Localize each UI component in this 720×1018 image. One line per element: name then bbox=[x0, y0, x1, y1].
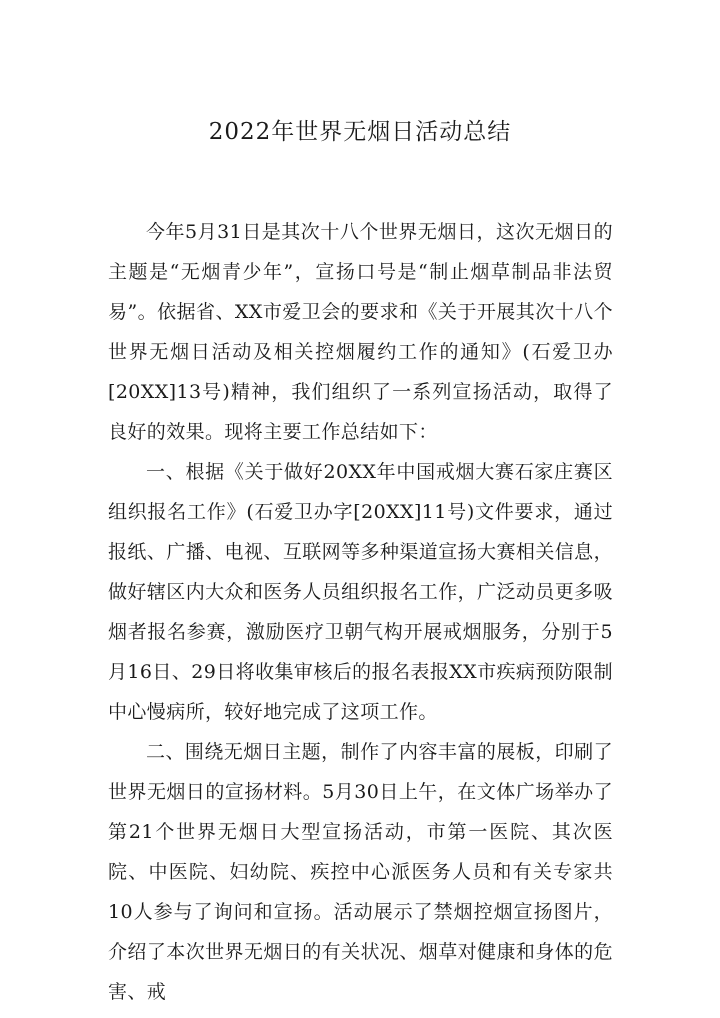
section-one-paragraph: 一、根据《关于做好20XX年中国戒烟大赛石家庄赛区组织报名工作》(石爱卫办字[20XX]11号)文件要求，通过报纸、广播、电视、互联网等多种渠道宣扬大赛相关信息，做好辖区内大众和医务人员组织报名工作，广泛动员更多吸烟者报名参赛，激励医疗卫朝气构开展戒烟服务，分别于5月16日、29日将收集审核后的报名表报XX市疾病预防限制中心慢病所，较好地完成了这项工作。 bbox=[108, 461, 613, 723]
section-two-paragraph: 二、围绕无烟日主题，制作了内容丰富的展板，印刷了世界无烟日的宣扬材料。5月30日上午，在文体广场举办了第21个世界无烟日大型宣扬活动，市第一医院、其次医院、中医院、妇幼院、疾控中心派医务人员和有关专家共10人参与了询问和宣扬。活动展示了禁烟控烟宣扬图片，介绍了本次世界无烟日的有关状况、烟草对健康和身体的危害、戒 bbox=[108, 741, 613, 1003]
document-title: 2022年世界无烟日活动总结 bbox=[208, 119, 512, 145]
document-body bbox=[108, 212, 613, 1012]
intro-paragraph: 今年5月31日是其次十八个世界无烟日，这次无烟日的主题是“无烟青少年”，宣扬口号是“制止烟草制品非法贸易”。依据省、XX市爱卫会的要求和《关于开展其次十八个世界无烟日活动及相关控烟履约工作的通知》(石爱卫办[20XX]13号)精神，我们组织了一系列宣扬活动，取得了良好的效果。现将主要工作总结如下： bbox=[108, 221, 613, 443]
